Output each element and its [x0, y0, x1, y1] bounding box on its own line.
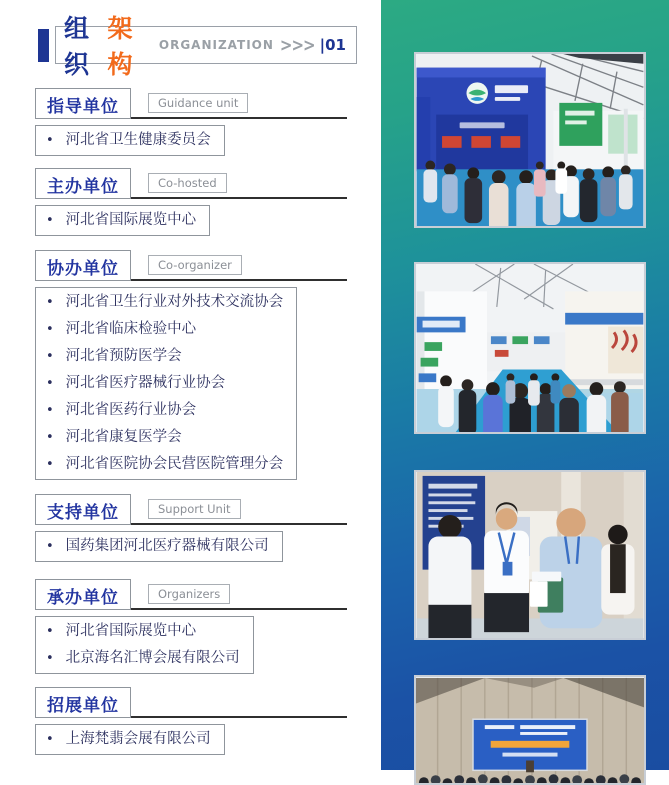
- section-title-zh: 主办单位: [35, 168, 131, 199]
- section-item-list: [35, 205, 210, 236]
- section-item-list: [35, 616, 254, 674]
- list-item: • 河北省卫生健康委员会: [46, 127, 211, 154]
- section-exhibition-recruiting-unit: [35, 687, 347, 755]
- chevrons-icon: >>>: [279, 34, 315, 56]
- expo-aisle-scene: [416, 264, 644, 432]
- expo-hall-scene: [416, 54, 644, 226]
- list-item: • 河北省医院协会民营医院管理分会: [46, 451, 283, 478]
- section-title-zh: 招展单位: [35, 687, 131, 718]
- section-item-list: [35, 531, 283, 562]
- list-item: • 河北省卫生行业对外技术交流协会: [46, 289, 283, 316]
- expo-conversation-photo: [414, 470, 646, 640]
- section-header: [35, 168, 347, 199]
- page-header: [38, 14, 357, 79]
- expo-conversation-scene: [416, 472, 644, 638]
- section-organizers: [35, 579, 347, 674]
- section-item-list: [35, 125, 225, 156]
- section-item-list: [35, 287, 297, 480]
- section-support-unit: [35, 494, 347, 562]
- header-accent-bar: [38, 29, 49, 62]
- list-item: • 河北省国际展览中心: [46, 207, 196, 234]
- page-number: |01: [319, 36, 346, 54]
- section-header: [35, 494, 347, 525]
- section-header: [35, 579, 347, 610]
- list-item: • 河北省预防医学会: [46, 343, 283, 370]
- list-item: • 河北省临床检验中心: [46, 316, 283, 343]
- section-title-en: Co-organizer: [148, 255, 242, 275]
- section-title-zh: 指导单位: [35, 88, 131, 119]
- list-item: • 河北省国际展览中心: [46, 618, 240, 645]
- section-title-zh: 承办单位: [35, 579, 131, 610]
- forum-stage-scene: [416, 677, 644, 785]
- section-title-en: Support Unit: [148, 499, 241, 519]
- section-co-hosted: [35, 168, 347, 236]
- section-item-list: [35, 724, 225, 755]
- section-guidance-unit: [35, 88, 347, 156]
- page-title-zh-2: 架构: [107, 14, 134, 79]
- list-item: • 河北省医药行业协会: [46, 397, 283, 424]
- section-title-en: Guidance unit: [148, 93, 248, 113]
- list-item: • 上海梵翡会展有限公司: [46, 726, 211, 753]
- photo-panel-gradient: [381, 0, 669, 770]
- list-item: • 河北省医疗器械行业协会: [46, 370, 283, 397]
- section-title-en: Co-hosted: [148, 173, 227, 193]
- section-header: [35, 687, 347, 718]
- section-header: [35, 250, 347, 281]
- expo-aisle-photo: [414, 262, 646, 434]
- section-title-en: Organizers: [148, 584, 230, 604]
- header-title-box: [55, 14, 357, 79]
- section-title-zh: 支持单位: [35, 494, 131, 525]
- forum-stage-photo: [414, 675, 646, 785]
- page-title-zh-1: 组织: [64, 14, 91, 79]
- section-title-zh: 协办单位: [35, 250, 131, 281]
- expo-hall-photo: [414, 52, 646, 228]
- list-item: • 国药集团河北医疗器械有限公司: [46, 533, 269, 560]
- section-co-organizer: [35, 250, 347, 480]
- list-item: • 北京海名汇博会展有限公司: [46, 645, 240, 672]
- list-item: • 河北省康复医学会: [46, 424, 283, 451]
- page-title-en: ORGANIZATION: [158, 38, 274, 52]
- section-header: [35, 88, 347, 119]
